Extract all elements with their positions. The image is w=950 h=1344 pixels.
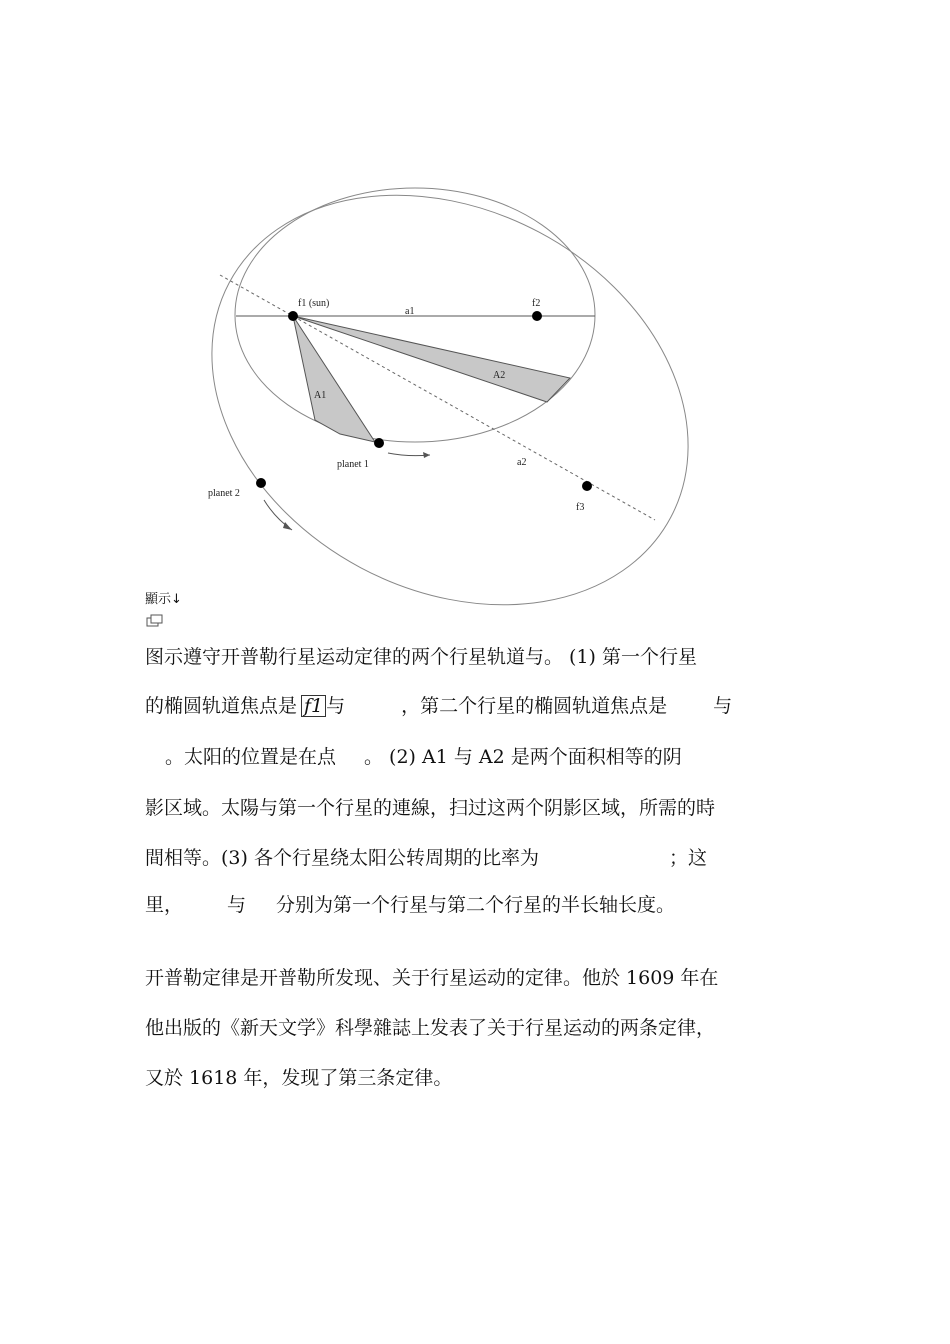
label-planet2: planet 2 xyxy=(208,488,240,499)
p1-line4: 影区域。太陽与第一个行星的連線，扫过这两个阴影区域，所需的時 xyxy=(145,797,716,819)
p2-line3: 又於 1618 年，发现了第三条定律。 xyxy=(145,1067,453,1089)
p1-line2-part1: 的椭圆轨道焦点是 xyxy=(145,695,298,717)
f1-inline-formula: f1 xyxy=(301,695,326,717)
p1-line3-part2: 。 (2) A1 与 A2 是两个面积相等的阴 xyxy=(364,746,682,768)
p1-line5-part1: 間相等。(3) 各个行星绕太阳公转周期的比率为 xyxy=(145,847,539,869)
p1-line6-part1: 里， xyxy=(145,894,184,916)
p1-line5-part2: ；这 xyxy=(668,847,707,869)
label-f1: f1 (sun) xyxy=(298,298,330,309)
p2-line2: 他出版的《新天文学》科學雜誌上发表了关于行星运动的两条定律， xyxy=(145,1017,716,1039)
p1-line3-part1: 。太阳的位置是在点 xyxy=(165,746,337,768)
label-planet1: planet 1 xyxy=(337,459,369,470)
planet2-arrowhead xyxy=(283,522,292,530)
label-f3: f3 xyxy=(576,502,585,513)
label-f2: f2 xyxy=(532,298,541,309)
label-A1: A1 xyxy=(314,390,327,401)
p1-line2-part2: 与 xyxy=(326,695,346,717)
p1-line6-part3: 分别为第一个行星与第二个行星的半长轴长度。 xyxy=(276,894,676,916)
p1-line5 xyxy=(145,846,707,870)
f3-point xyxy=(582,481,592,491)
p1-line2 xyxy=(145,694,732,718)
p1-line3 xyxy=(165,745,682,769)
kepler-orbit-diagram xyxy=(190,180,690,610)
figure-caption: 顯示↓ xyxy=(145,592,182,607)
p1-line2-part3: ，第二个行星的椭圆轨道焦点是 xyxy=(401,695,668,717)
planet1-point xyxy=(374,438,384,448)
f2-point xyxy=(532,311,542,321)
f1-sun-point xyxy=(288,311,298,321)
label-a2: a2 xyxy=(517,457,527,468)
p1-line6-part2: 与 xyxy=(227,894,247,916)
planet2-point xyxy=(256,478,266,488)
p1-line6 xyxy=(145,893,675,917)
label-A2: A2 xyxy=(493,370,506,381)
image-placeholder-icon xyxy=(146,614,164,628)
p1-line2-part4: 与 xyxy=(713,695,733,717)
p1-line1: 图示遵守开普勒行星运动定律的两个行星轨道与。 (1) 第一个行星 xyxy=(145,646,697,668)
p2-line1: 开普勒定律是开普勒所发现、关于行星运动的定律。他於 1609 年在 xyxy=(145,967,719,989)
planet1-arrowhead xyxy=(423,452,430,458)
label-a1: a1 xyxy=(405,306,415,317)
